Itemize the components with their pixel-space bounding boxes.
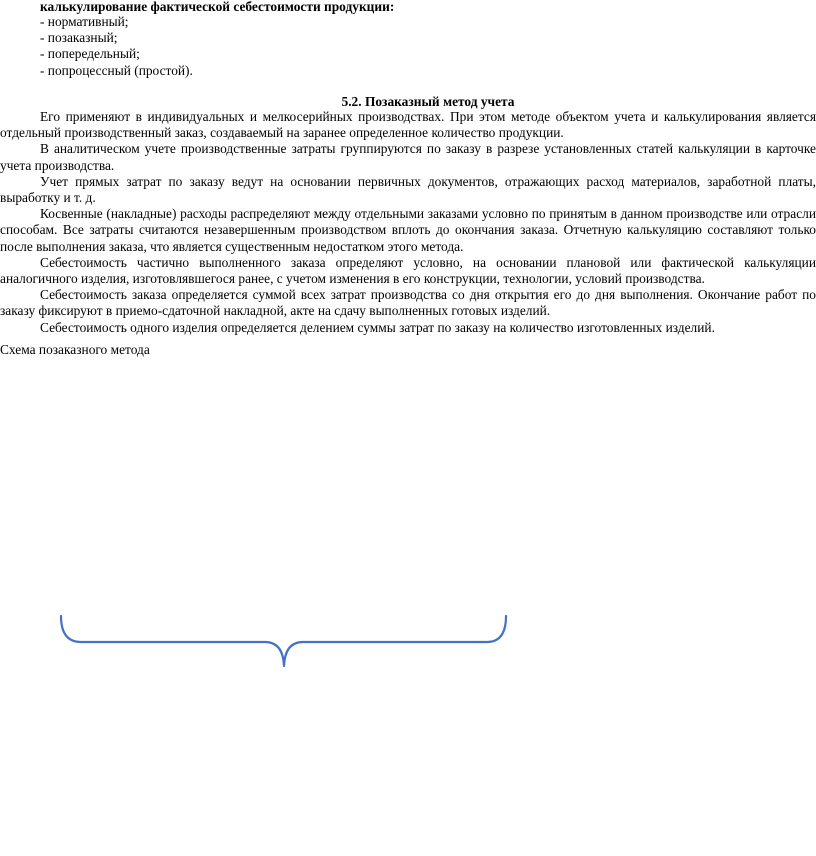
list-item: - попроцессный (простой). [40,62,193,78]
methods-list [40,14,193,79]
paragraph: В аналитическом учете производственные затраты группируются по заказу в разрезе установленных статей калькуляции в карточке учета производства. [0,141,816,173]
curly-brace-icon [55,612,515,672]
paragraph: Косвенные (накладные) расходы распределяют между отдельными заказами условно по принятым в данном производстве или отрасли способам. Все затраты считаются незавершенным производством вплоть до окончания заказа. Отчетную калькуляцию составляют только после выполнения заказа, что является существенным недостатком этого метода. [0,206,816,254]
section-title: 5.2. Позаказный метод учета [341,94,515,109]
section-body [0,109,816,336]
paragraph: Себестоимость частично выполненного заказа определяют условно, на основании плановой или фактической калькуляции аналогичного изделия, изготовлявшегося ранее, с учетом изменения в его конструкции, технологии, условий производства. [0,254,816,287]
methods-heading: калькулирование фактической себестоимости продукции: [40,0,395,14]
list-item: - попередельный; [40,46,140,62]
paragraph: Учет прямых затрат по заказу ведут на основании первичных документов, отражающих расход материалов, заработной платы, выработку и т. д. [0,173,816,206]
paragraph: Себестоимость заказа определяется суммой всех затрат производства со дня открытия его до дня выполнения. Окончание работ по заказу фиксируют в приемо-сдаточной накладной, акте на сдачу выполненных готовых изделий. [0,287,816,319]
list-item: - нормативный; [40,14,129,29]
paragraph: Себестоимость одного изделия определяется делением суммы затрат по заказу на количество изготовленных изделий. [40,319,715,335]
scheme-caption: Схема позаказного метода [0,342,150,357]
list-item: - позаказный; [40,30,118,46]
paragraph: Его применяют в индивидуальных и мелкосерийных производствах. При этом методе объектом учета и калькулирования является отдельный производственный заказ, создаваемый на заранее определенное количество продукции. [0,109,816,141]
